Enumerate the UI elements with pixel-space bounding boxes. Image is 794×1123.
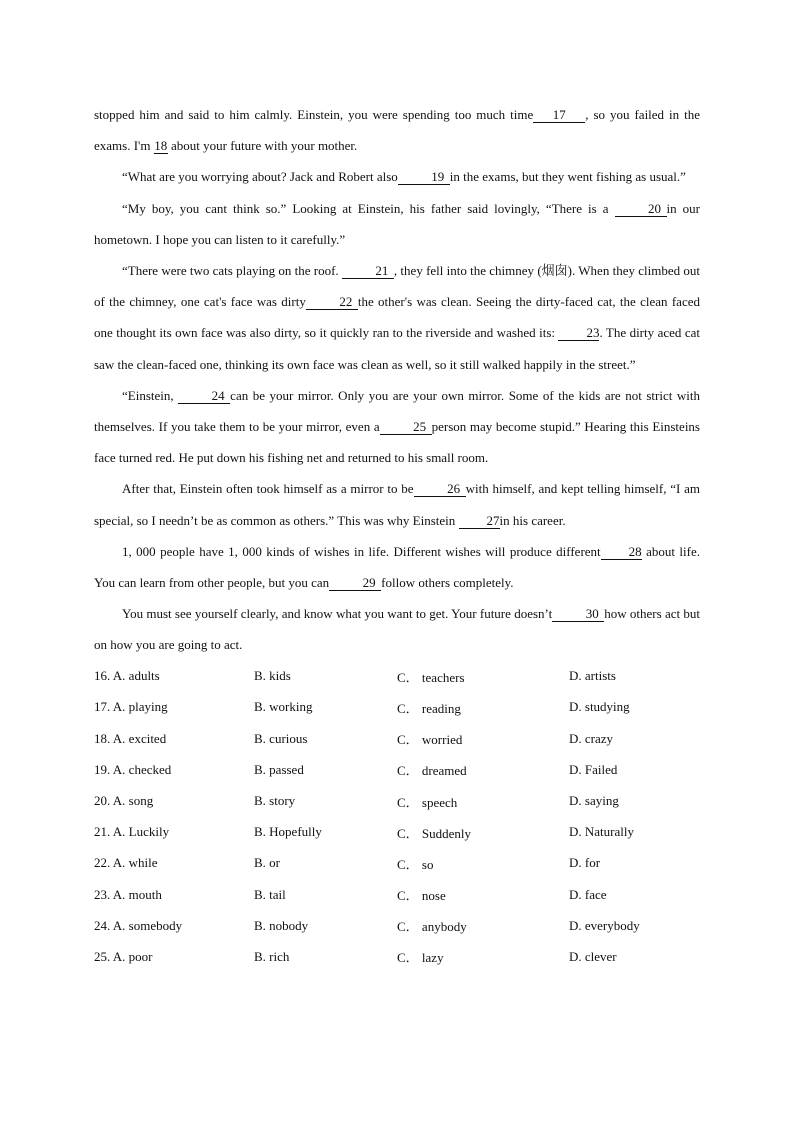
blank-25: 25 (380, 420, 432, 435)
option-a: 21. A. Luckily (94, 824, 170, 840)
passage-text: follow others completely. (381, 575, 514, 591)
question-options-row (94, 879, 700, 910)
passage-paragraph (94, 536, 700, 598)
passage-text: person may become stupid.” Hearing this Einsteins face turned red. He put down his fishing net and returned to his small room. (94, 419, 700, 466)
blank-30: 30 (552, 607, 604, 622)
question-options-row (94, 941, 700, 972)
passage-text: with himself, and kept telling himself, “I am special, so I needn’t be as common as others.” This was why Einstein (94, 481, 700, 528)
option-b: B. nobody (254, 917, 309, 933)
passage-paragraph (94, 99, 700, 161)
passage-text: in his career. (499, 512, 566, 528)
passage-text: in our hometown. I hope you can listen to it carefully.” (94, 200, 700, 247)
option-a: 20. A. song (94, 793, 154, 808)
passage-text: “Einstein, (122, 387, 179, 403)
option-c: C． nose (397, 888, 446, 904)
option-b: B. passed (254, 761, 304, 777)
option-a: 23. A. mouth (94, 886, 162, 902)
option-d: D. for (569, 855, 601, 871)
option-a: 24. A. somebody (94, 917, 183, 933)
passage-text: can be your mirror. Only you are your own mirror. Some of the kids are not strict with themselves. If you take them to be your mirror, even a (94, 387, 700, 435)
blank-17: 17 (533, 108, 585, 123)
blank-21: 21 (342, 264, 394, 279)
option-b: B. working (254, 699, 313, 715)
option-d: D. Naturally (569, 824, 634, 840)
passage-paragraph (94, 193, 700, 255)
option-a: 25. A. poor (94, 948, 153, 964)
option-b: B. tail (254, 886, 286, 902)
option-c: C． so (397, 856, 434, 872)
option-c: C． speech (397, 794, 458, 810)
question-options-row (94, 785, 700, 816)
question-options-row (94, 692, 700, 723)
passage-text: “My boy, you cant think so.” Looking at Einstein, his father said lovingly, “There is a (122, 200, 615, 216)
passage-paragraph (94, 161, 700, 192)
option-b: B. curious (254, 730, 308, 746)
passage-text: , so you failed in the exams. I'm (94, 107, 700, 154)
passage-text: You must see yourself clearly, and know what you want to get. Your future doesn’t (122, 606, 553, 622)
option-a: 16. A. adults (94, 668, 160, 684)
blank-24: 24 (178, 389, 230, 404)
passage-text: the other's was clean. Seeing the dirty-faced cat, the clean faced one thought its own face was also dirty, so it quickly ran to the riverside and washed its: (94, 294, 700, 341)
blank-23: 23 (558, 326, 599, 341)
option-c: C． teachers (397, 669, 465, 685)
question-options-row (94, 817, 700, 848)
option-b: B. or (254, 855, 280, 871)
cloze-passage (94, 99, 700, 661)
passage-text: . The dirty aced cat saw the clean-faced one, thinking its own face was clean as well, so it still walked happily in the street.” (94, 325, 700, 372)
blank-27: 27 (459, 514, 500, 529)
option-d: D. clever (569, 948, 617, 964)
option-b: B. kids (254, 668, 291, 684)
passage-text: “There were two cats playing on the roof. (122, 263, 342, 279)
blank-26: 26 (414, 482, 466, 497)
passage-text: 1, 000 people have 1, 000 kinds of wishes in life. Different wishes will produce different (122, 543, 601, 559)
question-options-row (94, 723, 700, 754)
blank-28: 28 (601, 545, 642, 560)
option-d: D. artists (569, 668, 616, 684)
passage-paragraph (94, 473, 700, 535)
option-a: 19. A. checked (94, 761, 172, 777)
option-a: 18. A. excited (94, 730, 167, 746)
question-options-row (94, 661, 700, 692)
option-c: C． Suddenly (397, 825, 472, 841)
passage-paragraph (94, 255, 700, 380)
blank-19: 19 (398, 170, 450, 185)
option-c: C． dreamed (397, 763, 467, 779)
option-c: C． worried (397, 732, 463, 748)
passage-text: , they fell into the chimney (烟囱). When they climbed out of the chimney, one cat's face was dirty (94, 263, 700, 310)
option-a: 17. A. playing (94, 699, 168, 715)
option-b: B. story (254, 793, 296, 808)
option-c: C． anybody (397, 919, 467, 935)
passage-text: After that, Einstein often took himself as a mirror to be (122, 481, 414, 497)
option-b: B. Hopefully (254, 824, 322, 840)
option-d: D. saying (569, 793, 619, 808)
option-a: 22. A. while (94, 855, 158, 871)
option-d: D. Failed (569, 761, 618, 777)
blank-20: 20 (615, 202, 667, 217)
option-b: B. rich (254, 948, 290, 964)
option-d: D. everybody (569, 917, 640, 933)
answer-options (94, 661, 700, 973)
question-options-row (94, 910, 700, 941)
question-options-row (94, 848, 700, 879)
option-d: D. face (569, 886, 607, 902)
option-d: D. studying (569, 699, 630, 715)
question-options-row (94, 754, 700, 785)
passage-text: stopped him and said to him calmly. Einstein, you were spending too much time (94, 107, 534, 122)
option-d: D. crazy (569, 730, 614, 746)
passage-paragraph (94, 380, 700, 474)
passage-text: in the exams, but they went fishing as usual.” (449, 169, 686, 185)
passage-text: how others act but on how you are going to act. (94, 606, 700, 653)
blank-29: 29 (329, 576, 381, 591)
blank-22: 22 (306, 295, 358, 310)
passage-text: about your future with your mother. (167, 138, 358, 154)
option-c: C． lazy (397, 950, 444, 966)
blank-18: 18 (154, 138, 168, 154)
passage-text: about life. You can learn from other people, but you can (94, 543, 700, 591)
option-c: C． reading (397, 700, 461, 716)
passage-paragraph (94, 598, 700, 660)
passage-text: “What are you worrying about? Jack and Robert also (122, 169, 398, 185)
